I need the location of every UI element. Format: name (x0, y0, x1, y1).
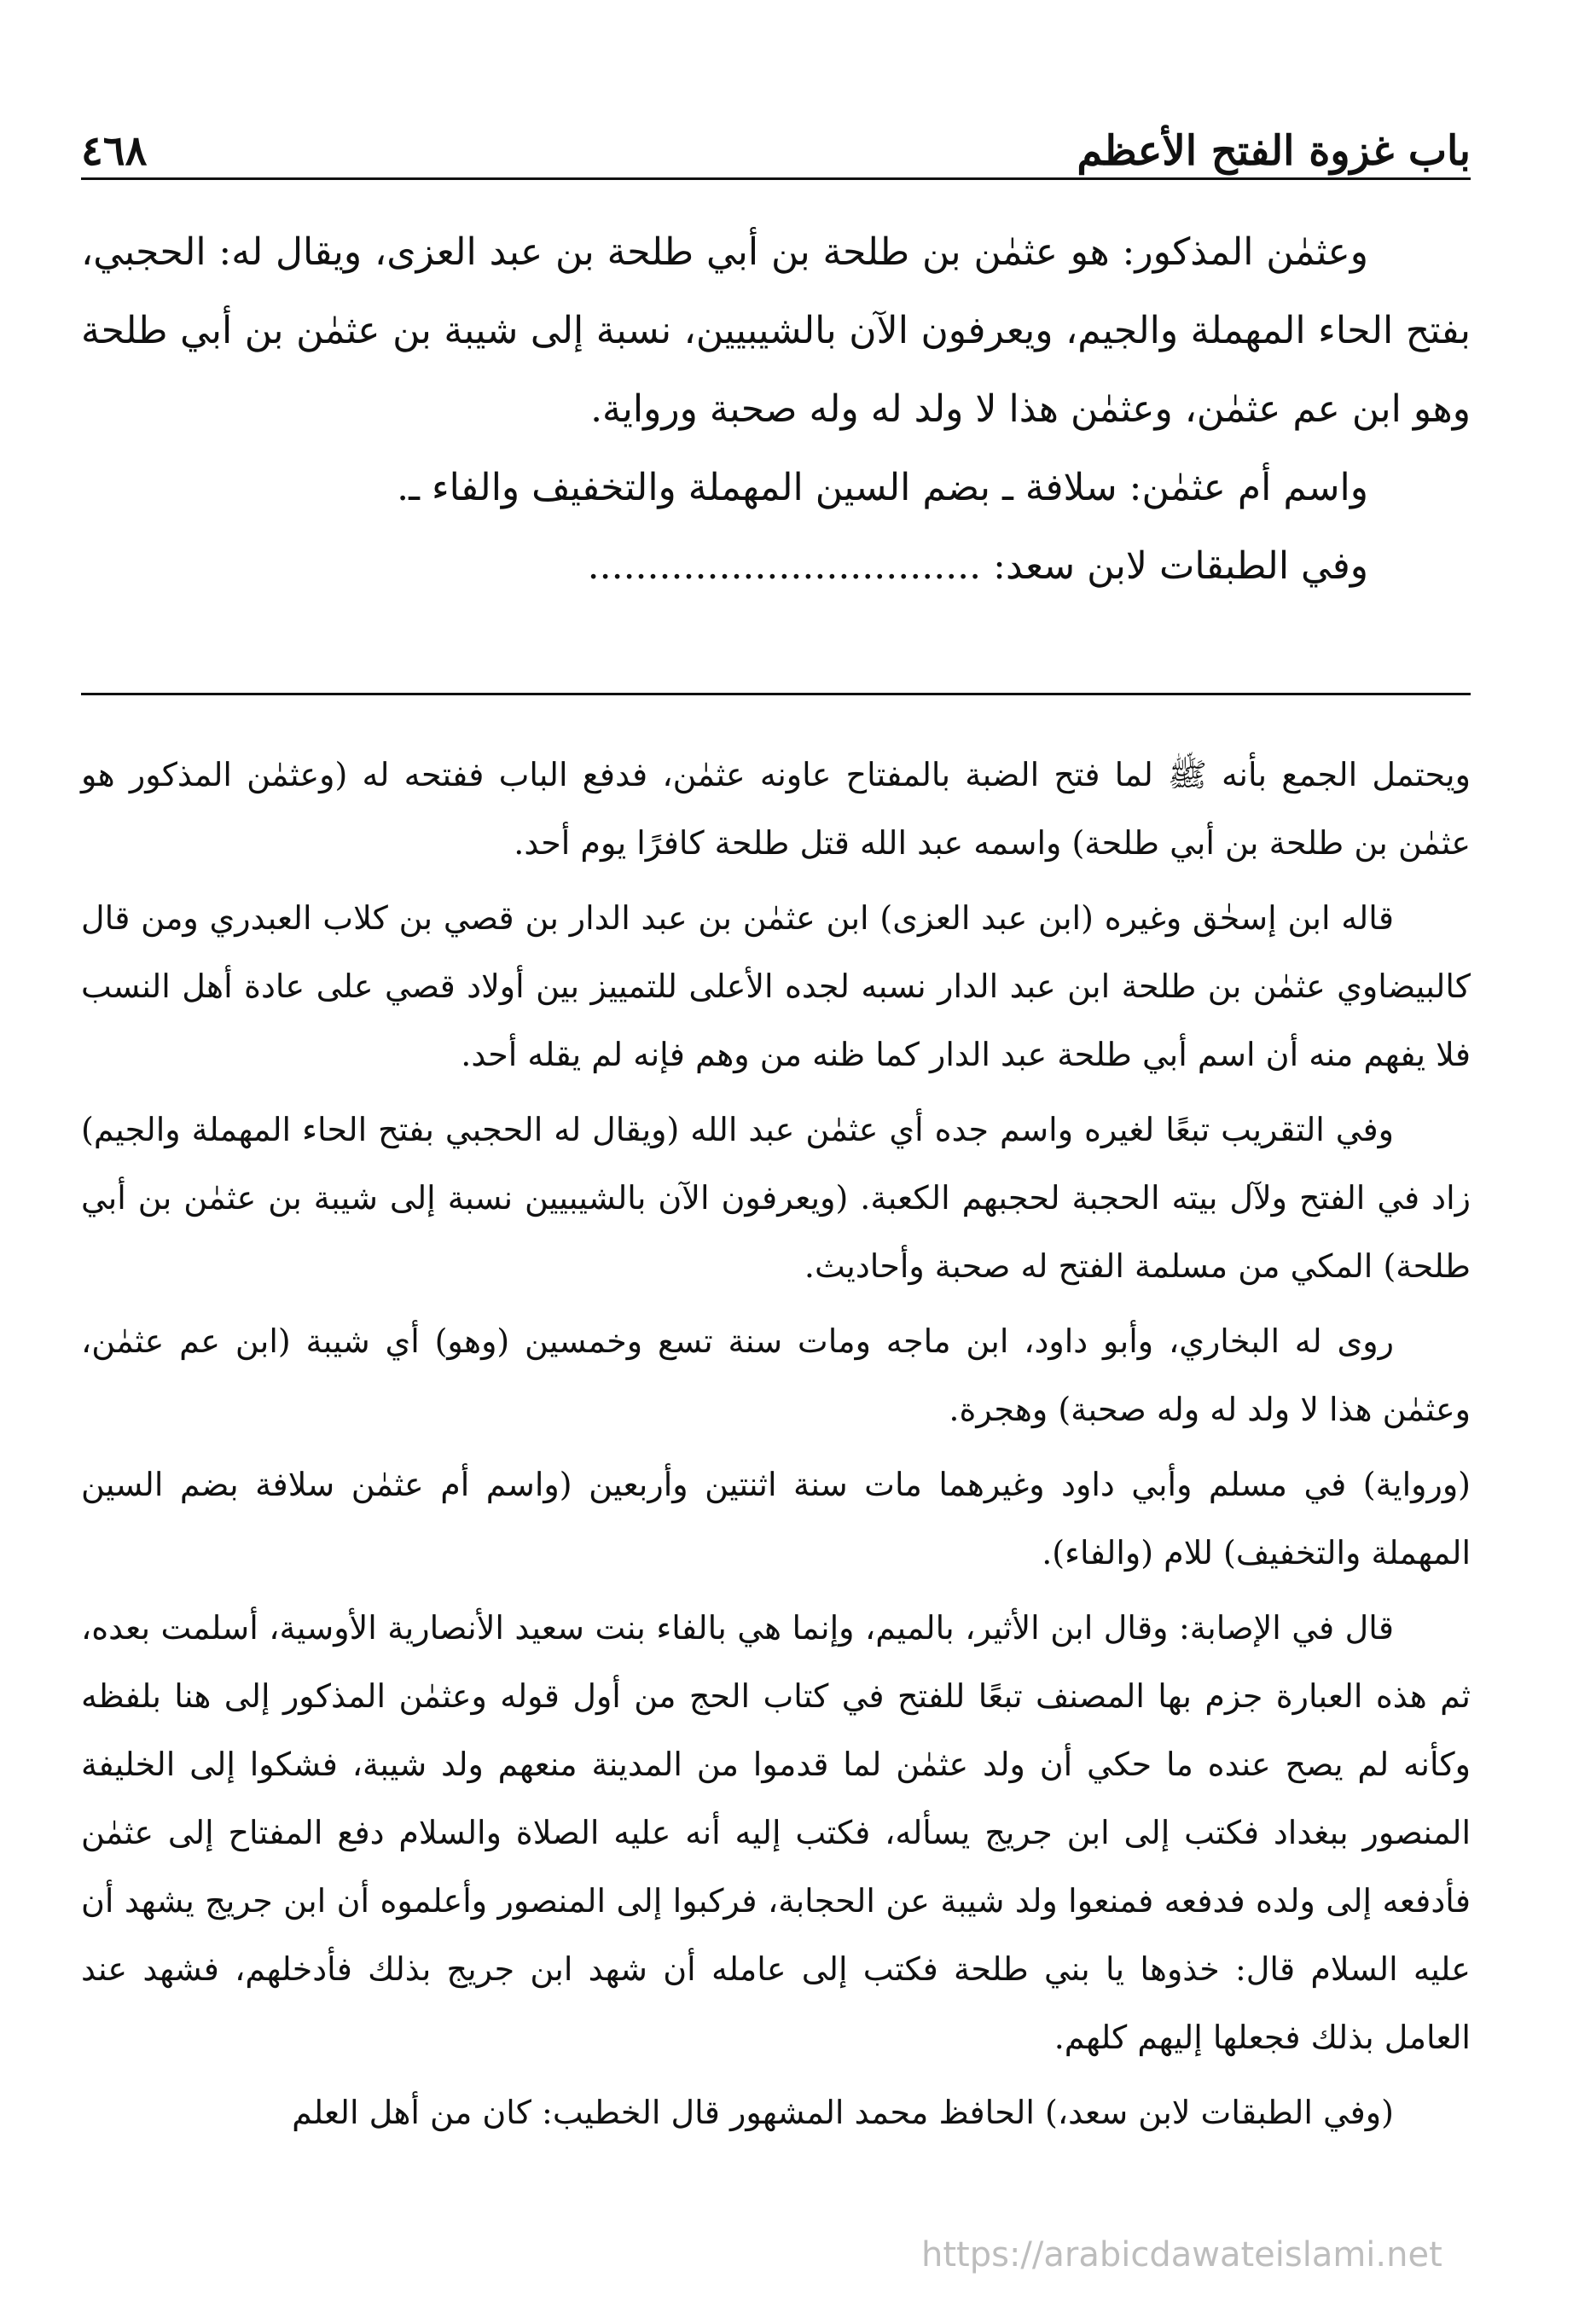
page-number: ٤٦٨ (81, 127, 148, 175)
commentary-paragraph: قاله ابن إسحٰق وغيره (ابن عبد العزى) ابن عثمٰن بن عبد الدار بن قصي بن كلاب العبدري ومن قال كالبيضاوي عثمٰن بن طلحة ابن عبد الدار نسبه لجده الأعلى للتمييز بين أولاد قصي على عادة أهل النسب فلا يفهم منه أن اسم أبي طلحة عبد الدار كما ظنه من وهم فإنه لم يقله أحد. (81, 899, 1471, 1073)
page-header (81, 107, 1471, 175)
main-text-paragraph: واسم أم عثمٰن: سلافة ـ بضم السين المهملة والتخفيف والفاء ـ. (397, 466, 1368, 509)
commentary-paragraph: ويحتمل الجمع بأنه ﷺ لما فتح الضبة بالمفتاح عاونه عثمٰن، فدفع الباب ففتحه له (وعثمٰن المذكور هو عثمٰن بن طلحة بن أبي طلحة) واسمه عبد الله قتل طلحة كافرًا يوم أحد. (81, 756, 1471, 862)
main-text (81, 213, 1471, 606)
commentary-paragraph: وفي التقريب تبعًا لغيره واسم جده أي عثمٰن عبد الله (ويقال له الحجبي بفتح الحاء المهملة والجيم) زاد في الفتح ولآل بيته الحجبة لحجبهم الكعبة. (ويعرفون الآن بالشيبيين نسبة إلى شيبة بن عثمٰن بن أبي طلحة) المكي من مسلمة الفتح له صحبة وأحاديث. (81, 1111, 1471, 1285)
commentary-text (81, 741, 1471, 2147)
main-text-paragraph: وفي الطبقات لابن سعد: ................................. (587, 544, 1368, 588)
commentary-paragraph: (ورواية) في مسلم وأبي داود وغيرهما مات سنة اثنتين وأربعين (واسم أم عثمٰن سلافة بضم السين المهملة والتخفيف) للام (والفاء). (81, 1466, 1471, 1572)
commentary-paragraph: (وفي الطبقات لابن سعد،) الحافظ محمد المشهور قال الخطيب: كان من أهل العلم (292, 2094, 1394, 2131)
commentary-paragraph: روى له البخاري، وأبو داود، ابن ماجه ومات سنة تسع وخمسين (وهو) أي شيبة (ابن عم عثمٰن، وعثمٰن هذا لا ولد له وله صحبة) وهجرة. (81, 1322, 1471, 1428)
watermark-url: https://arabicdawateislami.net (921, 2235, 1442, 2275)
chapter-title: باب غزوة الفتح الأعظم (1077, 127, 1471, 175)
commentary-separator-rule (81, 693, 1471, 695)
header-rule (81, 177, 1471, 180)
main-text-paragraph: وعثمٰن المذكور: هو عثمٰن بن طلحة بن أبي طلحة بن عبد العزى، ويقال له: الحجبي، بفتح الحاء المهملة والجيم، ويعرفون الآن بالشيبيين، نسبة إلى شيبة بن عثمٰن بن أبي طلحة وهو ابن عم عثمٰن، وعثمٰن هذا لا ولد له وله صحبة ورواية. (81, 230, 1471, 431)
commentary-paragraph: قال في الإصابة: وقال ابن الأثير، بالميم، وإنما هي بالفاء بنت سعيد الأنصارية الأوسية، أسلمت بعده، ثم هذه العبارة جزم بها المصنف تبعًا للفتح في كتاب الحج من أول قوله وعثمٰن المذكور إلى هنا بلفظه وكأنه لم يصح عنده ما حكي أن ولد عثمٰن لما قدموا من المدينة منعهم ولد شيبة، فشكوا إلى الخليفة المنصور ببغداد فكتب إلى ابن جريج يسأله، فكتب إليه أنه عليه الصلاة والسلام دفع المفتاح إلى عثمٰن فأدفعه إلى ولده فدفعه فمنعوا ولد شيبة عن الحجابة، فركبوا إلى المنصور وأعلموه أن ابن جريج يشهد أن عليه السلام قال: خذوها يا بني طلحة فكتب إلى عامله أن شهد ابن جريج بذلك فأدخلهم، فشهد عند العامل بذلك فجعلها إليهم كلهم. (81, 1609, 1471, 2056)
